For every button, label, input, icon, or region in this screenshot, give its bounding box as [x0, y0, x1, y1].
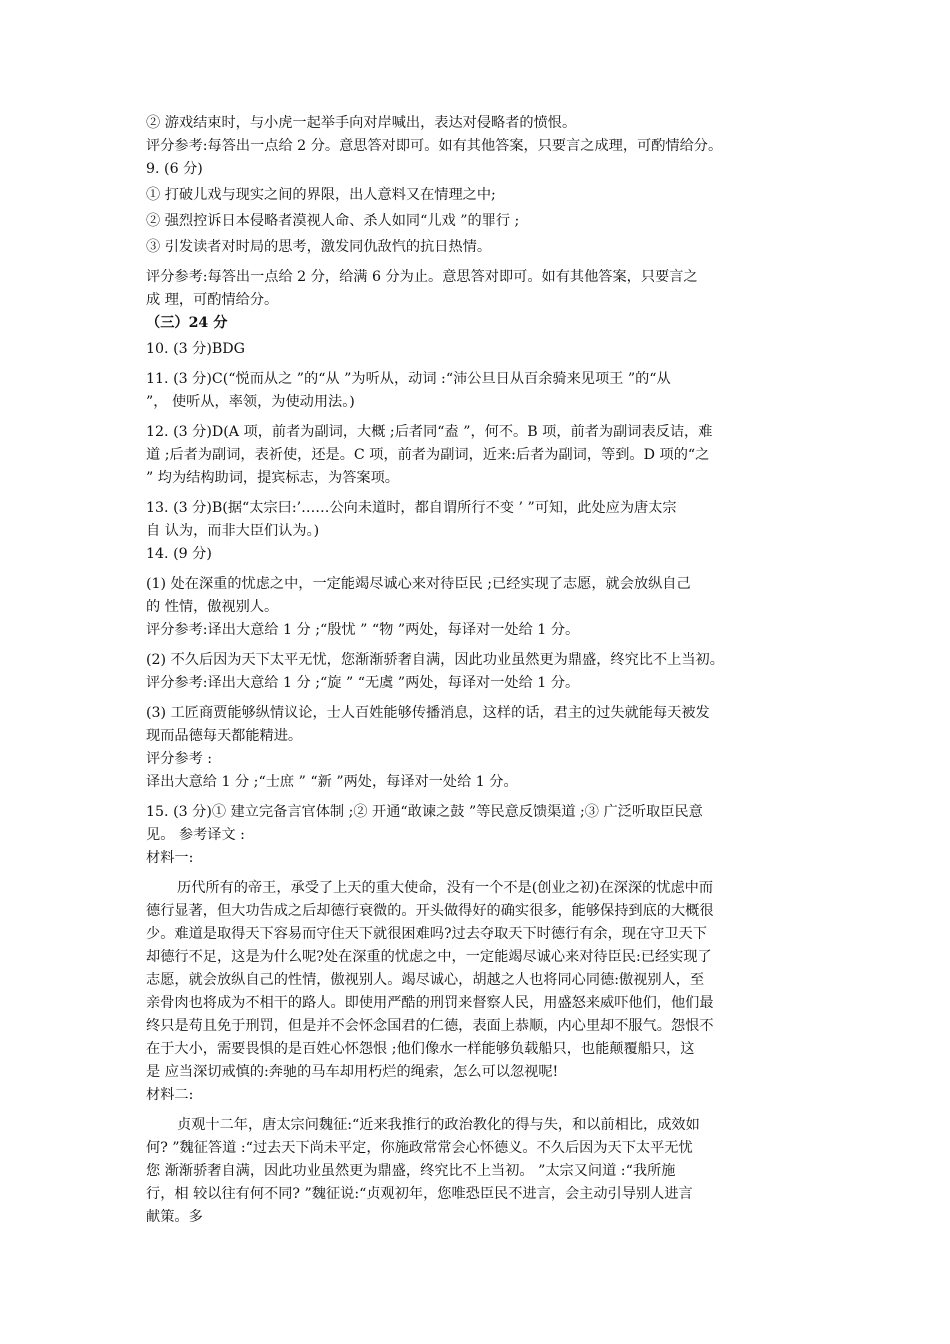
material-heading: 材料二: — [146, 1087, 194, 1103]
section-heading: （三）24 分 — [146, 315, 228, 331]
question-heading: 10. (3 分)BDG — [146, 341, 246, 357]
text-line: 11. (3 分)C(“悦而从之 ”的“从 ”为听从，动词 :“沛公旦日从百余骑来见项王 ”的“从 — [146, 371, 671, 387]
material-heading: 材料一: — [146, 850, 194, 866]
text-line: 在于大小，需要畏惧的是百姓心怀怨恨 ;他们像水一样能够负载船只，也能颠覆船只，这 — [146, 1041, 695, 1057]
text-line: 现而品德每天都能精进。 — [146, 728, 303, 744]
text-line: 评分参考:每答出一点给 2 分，给满 6 分为止。意思答对即可。如有其他答案，只要言之 — [146, 269, 698, 285]
text-line: 成 理，可酌情给分。 — [146, 292, 279, 308]
text-line: 贞观十二年，唐太宗问魏征:“近来我推行的政治教化的得与失，和以前相比，成效如 — [177, 1117, 700, 1133]
text-line: 道 ;后者为副词，表祈使，还是。C 项，前者为副词，近来:后者为副词，等到。D 项的“之 — [146, 447, 710, 463]
text-line: ③ 引发读者对时局的思考，激发同仇敌忾的抗日热情。 — [146, 239, 492, 255]
text-line: 少。难道是取得天下容易而守住天下就很困难吗?过去夺取天下时德行有余，现在守卫天下 — [146, 926, 707, 942]
text-line: 献策。多 — [146, 1209, 203, 1225]
question-heading: 9. (6 分) — [146, 161, 203, 177]
text-line: 12. (3 分)D(A 项，前者为副词，大概 ;后者同“盍 ”，何不。B 项，前者为副词表反诘，难 — [146, 424, 713, 440]
text-line: 历代所有的帝王，承受了上天的重大使命，没有一个不是(创业之初)在深深的忧虑中而 — [177, 880, 714, 896]
material-two-paragraph — [146, 1114, 814, 1229]
text-line: 自 认为，而非大臣们认为。) — [146, 523, 320, 539]
text-line: 评分参考:译出大意给 1 分 ;“殷忧 ” “物 ”两处，每译对一处给 1 分。 — [146, 622, 580, 638]
question-heading: 14. (9 分) — [146, 546, 212, 562]
text-line: (3) 工匠商贾能够纵情议论，士人百姓能够传播消息，这样的话，君主的过失就能每天被发 — [146, 705, 710, 721]
text-line: ① 打破儿戏与现实之间的界限，出人意料又在情理之中; — [146, 187, 496, 203]
text-line: 评分参考:每答出一点给 2 分。意思答对即可。如有其他答案，只要言之成理，可酌情给分。 — [146, 138, 723, 154]
text-line: 行，相 较以往有何不同? ”魏征说:“贞观初年，您唯恐臣民不进言，会主动引导别人进言 — [146, 1186, 693, 1202]
text-line: (1) 处在深重的忧虑之中，一定能竭尽诚心来对待臣民 ;已经实现了志愿，就会放纵自己 — [146, 576, 691, 592]
text-line: 您 渐渐骄奢自满，因此功业虽然更为鼎盛，终究比不上当初。 ”太宗又问道 :“我所施 — [146, 1163, 676, 1179]
text-line: 志愿，就会放纵自己的性情，傲视别人。竭尽诚心，胡越之人也将同心同德:傲视别人，至 — [146, 972, 705, 988]
text-line: 见。 参考译文 : — [146, 827, 245, 843]
text-line: 亲骨肉也将成为不相干的路人。即使用严酷的刑罚来督察人民，用盛怒来威吓他们，他们最 — [146, 995, 714, 1011]
text-line: 13. (3 分)B(据“太宗曰:’……公向未道时，都自谓所行不变 ’ ”可知，此处应为唐太宗 — [146, 500, 677, 516]
text-line: (2) 不久后因为天下太平无忧，您渐渐骄奢自满，因此功业虽然更为鼎盛，终究比不上当初。 — [146, 652, 724, 668]
text-line: 译出大意给 1 分 ;“士庶 ” “新 ”两处，每译对一处给 1 分。 — [146, 774, 518, 790]
text-line: 是 应当深切戒慎的:奔驰的马车却用朽烂的绳索，怎么可以忽视呢! — [146, 1064, 559, 1080]
text-line: ② 强烈控诉日本侵略者漠视人命、杀人如同“儿戏 ”的罪行 ; — [146, 213, 520, 229]
text-line: 却德行不足，这是为什么呢?处在深重的忧虑之中，一定能竭尽诚心来对待臣民:已经实现了 — [146, 949, 712, 965]
text-line: ” 均为结构助词，提宾标志，为答案项。 — [146, 470, 399, 486]
text-line: 评分参考:译出大意给 1 分 ;“旋 ” “无虞 ”两处，每译对一处给 1 分。 — [146, 675, 580, 691]
text-line: 终只是苟且免于刑罚，但是并不会怀念国君的仁德，表面上恭顺，内心里却不服气。怨恨不 — [146, 1018, 714, 1034]
text-line: 德行显著，但大功告成之后却德行衰微的。开头做得好的确实很多，能够保持到底的大概很 — [146, 903, 714, 919]
document-page — [146, 112, 814, 1229]
text-line: 评分参考 : — [146, 751, 213, 767]
text-line: 何? ”魏征答道 :“过去天下尚未平定，你施政常常会心怀德义。不久后因为天下太平无忧 — [146, 1140, 693, 1156]
text-line: 的 性情，傲视别人。 — [146, 599, 279, 615]
text-line: ”， 使听从，率领，为使动用法。) — [146, 394, 355, 410]
text-line: 15. (3 分)① 建立完备言官体制 ;② 开通“敢谏之鼓 ”等民意反馈渠道 ;③ 广泛听取臣民意 — [146, 804, 703, 820]
text-line: ② 游戏结束时，与小虎一起举手向对岸喊出，表达对侵略者的愤恨。 — [146, 115, 577, 131]
material-one-paragraph — [146, 877, 814, 1084]
